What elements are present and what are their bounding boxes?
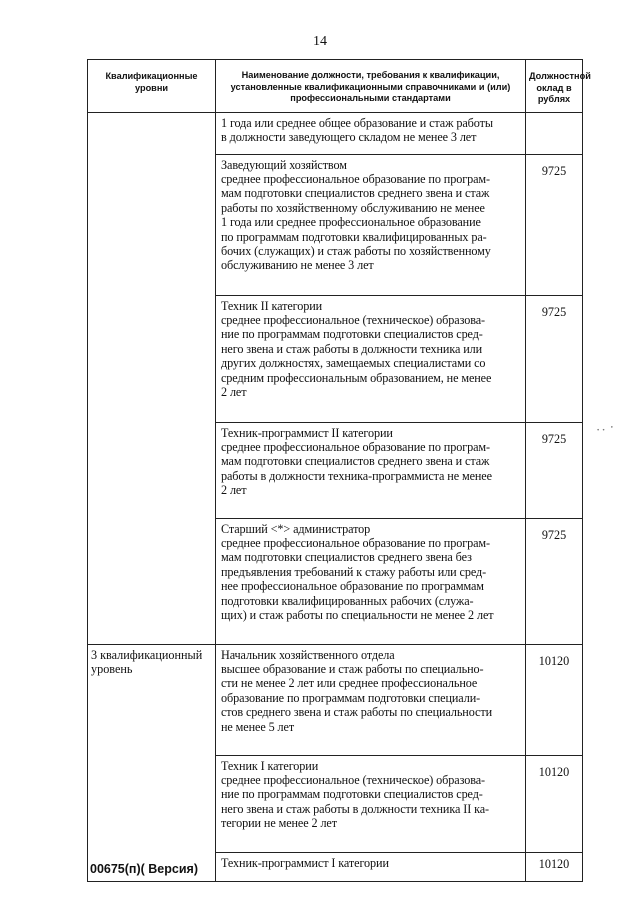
header-description: Наименование должности, требования к квалификации, установленные квалификационными справочниками и (или) профессиональными стандартами	[216, 60, 526, 113]
position-title: Техник-программист I категории	[221, 855, 389, 870]
description-cell	[216, 755, 526, 852]
qualification-table	[87, 59, 591, 882]
description-cell	[216, 852, 526, 881]
description-cell	[216, 422, 526, 518]
table-header-row	[88, 60, 583, 113]
document-footer-code: 00675(п)( Версия)	[90, 862, 198, 876]
description-line: 2 лет	[221, 384, 247, 399]
description-line: не менее 5 лет	[221, 719, 295, 734]
description-line: 1 года или среднее профессиональное образование	[221, 215, 481, 230]
description-line: в должности заведующего складом не менее 3 лет	[221, 129, 477, 144]
salary-cell: 10120	[526, 644, 583, 755]
description-line: нее профессиональное образование по программам	[221, 579, 484, 594]
salary-cell: 9725	[526, 422, 583, 518]
description-line: среднее профессиональное (техническое) образова-	[221, 772, 485, 787]
salary-cell	[526, 112, 583, 154]
description-cell	[216, 154, 526, 295]
description-line: работы в должности техника-программиста не менее	[221, 468, 492, 483]
description-line: него звена и стаж работы в должности техника II ка-	[221, 801, 490, 816]
description-line: высшее образование и стаж работы по специально-	[221, 661, 484, 676]
description-line: ние по программам подготовки специалистов сред-	[221, 787, 483, 802]
description-line: тегории не менее 2 лет	[221, 816, 337, 831]
description-cell	[216, 518, 526, 644]
description-line: среднее профессиональное образование по програм-	[221, 171, 490, 186]
position-title: Техник I категории	[221, 758, 319, 773]
scan-artifact: ⠐⠂⠁	[593, 426, 618, 437]
level-label: 3 квалификационный	[91, 647, 203, 662]
description-line: ние по программам подготовки специалистов сред-	[221, 327, 483, 342]
description-line: щих) и стаж работы по специальности не менее 2 лет	[221, 607, 494, 622]
description-line: среднее профессиональное образование по програм-	[221, 439, 490, 454]
description-line: по программам подготовки квалифицированных ра-	[221, 229, 487, 244]
position-title: Заведующий хозяйством	[221, 157, 347, 172]
description-line: работы по хозяйственному обслуживанию не менее	[221, 200, 485, 215]
description-cell	[216, 295, 526, 422]
description-line: среднее профессиональное образование по програм-	[221, 535, 490, 550]
description-line: предъявления требований к стажу работы или сред-	[221, 564, 487, 579]
description-cell	[216, 644, 526, 755]
header-salary: Должностной оклад в рублях	[526, 60, 583, 113]
salary-cell: 10120	[526, 852, 583, 881]
description-line: средним профессиональным образованием, не менее	[221, 370, 492, 385]
position-title: Старший <*> администратор	[221, 521, 371, 536]
description-line: сти не менее 2 лет или среднее профессиональное	[221, 676, 478, 691]
description-line: среднее профессиональное (техническое) образова-	[221, 312, 485, 327]
description-line: подготовки квалифицированных рабочих (служа-	[221, 593, 474, 608]
salary-cell: 9725	[526, 518, 583, 644]
position-title: Техник II категории	[221, 298, 323, 313]
position-title: Техник-программист II категории	[221, 425, 393, 440]
salary-cell: 10120	[526, 755, 583, 852]
description-line: мам подготовки специалистов среднего звена и стаж	[221, 186, 490, 201]
description-line: него звена и стаж работы в должности техника или	[221, 341, 483, 356]
description-line: бочих (служащих) и стаж работы по хозяйственному	[221, 243, 491, 258]
table-row	[88, 112, 583, 154]
description-cell	[216, 112, 526, 154]
description-line: обслуживанию не менее 3 лет	[221, 258, 374, 273]
description-line: мам подготовки специалистов среднего звена и стаж	[221, 454, 490, 469]
description-line: других должностях, замещаемых специалистами со	[221, 356, 486, 371]
page-number: 14	[313, 34, 327, 49]
level-cell	[88, 112, 216, 644]
description-line: образование по программам подготовки специали-	[221, 690, 481, 705]
description-line: 2 лет	[221, 483, 247, 498]
description-line: стов среднего звена и стаж работы по специальности	[221, 705, 492, 720]
salary-cell: 9725	[526, 295, 583, 422]
header-level: Квалификационные уровни	[88, 60, 216, 113]
salary-cell: 9725	[526, 154, 583, 295]
description-line: 1 года или среднее общее образование и стаж работы	[221, 115, 493, 130]
position-title: Начальник хозяйственного отдела	[221, 647, 395, 662]
description-line: мам подготовки специалистов среднего звена без	[221, 550, 472, 565]
level-cell	[88, 644, 216, 881]
level-label: уровень	[91, 661, 133, 676]
table-row	[88, 644, 583, 755]
